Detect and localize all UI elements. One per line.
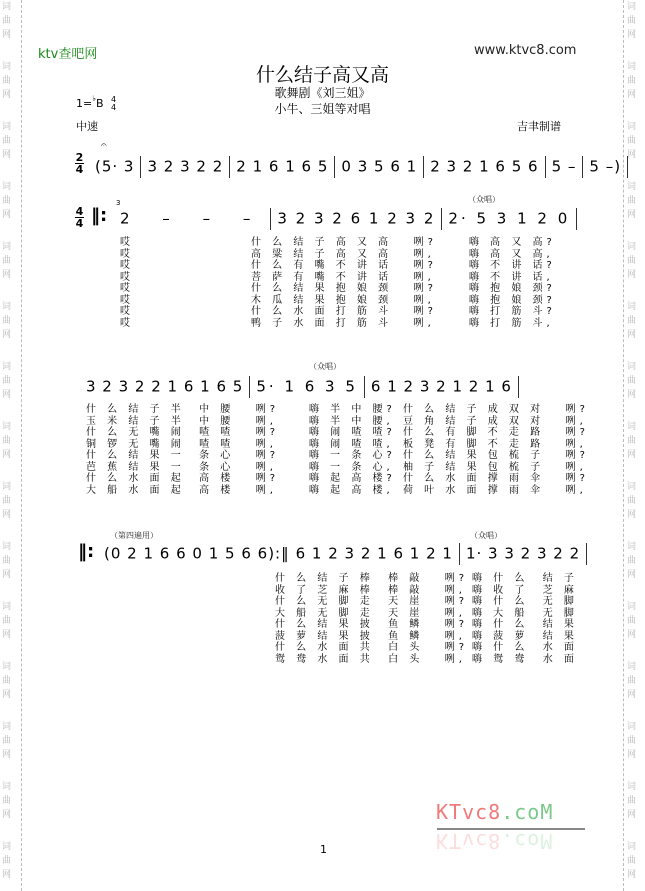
watermark-char: 网 xyxy=(2,30,12,40)
watermark-char: 曲 xyxy=(2,676,12,686)
lyric-line: 嗨 打 筋 斗, xyxy=(469,317,554,329)
left-margin-divider xyxy=(21,0,22,891)
watermark-char: 网 xyxy=(627,810,637,820)
lyric-line: 嗨 大 船 无 脚 xyxy=(472,607,578,619)
lyric-line: 什 么 结 果 包 梳 子 咧? xyxy=(403,450,589,461)
watermark-char: 词 xyxy=(627,422,637,432)
lyrics-block-3-col-2 xyxy=(472,573,578,665)
measure: 5· 1 6 3 5 xyxy=(256,377,358,396)
watermark-char: 网 xyxy=(627,450,637,460)
logo-reflection-green: .co xyxy=(501,829,541,853)
watermark-char: 曲 xyxy=(2,796,12,806)
watermark-char: 曲 xyxy=(627,796,637,806)
watermark-char: 网 xyxy=(2,630,12,640)
lyric-line: 什 么 结 子 高 又 高 咧? xyxy=(251,237,437,248)
watermark-char: 词 xyxy=(2,782,12,792)
watermark-group xyxy=(2,420,20,480)
lyrics-block-2-col-2 xyxy=(309,404,396,496)
measure: 0 3 5 6 1 xyxy=(341,157,418,176)
watermark-char: 网 xyxy=(627,270,637,280)
watermark-char: 词 xyxy=(627,602,637,612)
lyric-line: 嗨 抱 娘 颈? xyxy=(469,283,556,294)
watermark-char: 曲 xyxy=(2,16,12,26)
lyric-line: 哎 xyxy=(120,294,134,306)
score-line-4 xyxy=(104,543,593,565)
lyric-line: 嗨 高 又 高, xyxy=(469,248,554,260)
lyric-line: 嗨 什 么 结 子 xyxy=(472,573,578,584)
watermark-char: 词 xyxy=(2,542,12,552)
watermark-group xyxy=(627,420,645,480)
logo-reflection-green-m: M xyxy=(540,829,554,853)
watermark-char: 曲 xyxy=(627,736,637,746)
barline xyxy=(459,543,460,565)
lyric-line: 收 了 芝 麻 棒 棒 敲 咧, xyxy=(275,584,466,596)
watermark-char: 词 xyxy=(627,122,637,132)
watermark-char: 曲 xyxy=(627,316,637,326)
lyrics-block-3-col-1 xyxy=(275,573,468,665)
watermark-char: 曲 xyxy=(2,556,12,566)
watermark-char: 词 xyxy=(627,542,637,552)
measure: 2 1 6 1 6 5 xyxy=(236,157,329,176)
lyric-line: 什 么 水 面 打 筋 斗 咧? xyxy=(251,306,437,317)
lyric-line: 什 么 有 嘴 不 讲 话 咧? xyxy=(251,260,437,271)
time-bottom: 4 xyxy=(111,103,117,112)
lyric-line: 豆 角 结 子 成 双 对 咧, xyxy=(403,415,587,427)
lyric-line: 嗨 高 又 高? xyxy=(469,237,556,248)
lyric-line: 什 么 结 子 成 双 对 咧? xyxy=(403,404,589,415)
watermark-char: 曲 xyxy=(2,76,12,86)
key-signature xyxy=(76,96,116,112)
watermark-group xyxy=(627,660,645,720)
watermark-char: 词 xyxy=(627,782,637,792)
watermark-group xyxy=(627,240,645,300)
lyric-line: 什 么 结 果 披 鱼 鳞 咧? xyxy=(275,619,469,630)
watermark-group xyxy=(627,780,645,840)
lyric-line: 嗨 什 么 结 果 xyxy=(472,619,578,630)
barline xyxy=(364,376,365,398)
watermark-char: 曲 xyxy=(2,616,12,626)
lyric-line: 什 么 水 面 撑 雨 伞 咧? xyxy=(403,473,589,484)
measure: 5 – xyxy=(551,157,577,176)
watermark-char: 词 xyxy=(627,842,637,852)
lyric-line: 柚 子 结 果 包 梳 子 咧, xyxy=(403,461,587,473)
barline xyxy=(423,156,424,178)
lyric-line: 嗨 半 中 腰, xyxy=(309,415,394,427)
watermark-char: 曲 xyxy=(2,136,12,146)
right-margin-divider xyxy=(623,0,624,891)
lyric-line: 板 凳 有 脚 不 走 路 咧, xyxy=(403,438,587,450)
watermark-char: 曲 xyxy=(627,436,637,446)
lyric-line: 嗨 什 么 水 面 xyxy=(472,642,578,653)
lyric-line: 嗨 抱 娘 颈? xyxy=(469,294,556,306)
barline xyxy=(586,543,587,565)
watermark-char: 网 xyxy=(2,270,12,280)
watermark-char: 词 xyxy=(2,62,12,72)
lyric-line: 嗨 什 么 无 脚 xyxy=(472,596,578,607)
watermark-char: 曲 xyxy=(627,76,637,86)
watermark-char: 网 xyxy=(627,870,637,880)
lyrics-block-2-col-1 xyxy=(86,404,279,496)
watermark-char: 词 xyxy=(627,662,637,672)
key-prefix: 1= xyxy=(76,97,93,110)
watermark-char: 曲 xyxy=(2,496,12,506)
watermark-char: 网 xyxy=(627,150,637,160)
watermark-char: 曲 xyxy=(2,196,12,206)
watermark-group xyxy=(2,600,20,660)
logo-reflection xyxy=(436,829,553,853)
song-subtitle: 歌舞剧《刘三姐》 xyxy=(274,86,371,100)
grace-note: 3 xyxy=(116,199,121,207)
measure: 6 1 2 3 2 1 6 1 2 1 xyxy=(295,544,453,563)
watermark-char: 网 xyxy=(2,390,12,400)
watermark-char: 词 xyxy=(627,482,637,492)
repeat-start-sign: ‖: xyxy=(91,205,108,226)
watermark-char: 曲 xyxy=(627,676,637,686)
barline xyxy=(229,156,230,178)
score-line-3 xyxy=(86,376,525,398)
barline xyxy=(518,376,519,398)
watermark-group xyxy=(627,0,645,60)
tempo-marking: 中速 xyxy=(76,120,98,133)
watermark-char: 词 xyxy=(627,242,637,252)
measure: (5· 3 xyxy=(95,157,135,176)
measure: 2 3 2 1 6 5 6 xyxy=(430,157,539,176)
watermark-char: 词 xyxy=(627,362,637,372)
time-bottom: 4 xyxy=(75,217,84,230)
chorus-label: （众唱） xyxy=(309,362,341,371)
chorus-label: （众唱） xyxy=(468,195,500,204)
watermark-char: 曲 xyxy=(627,16,637,26)
watermark-group xyxy=(627,360,645,420)
watermark-char: 词 xyxy=(2,722,12,732)
watermark-char: 词 xyxy=(2,662,12,672)
watermark-char: 词 xyxy=(2,362,12,372)
lyric-line: 哎 xyxy=(120,317,134,329)
measure: 3 2 3 2 2 xyxy=(147,157,224,176)
watermark-char: 词 xyxy=(2,842,12,852)
watermark-char: 曲 xyxy=(627,496,637,506)
fourth-verse-label: （第四遍用） xyxy=(110,531,158,540)
flat-icon: ♭ xyxy=(92,94,96,103)
watermark-char: 曲 xyxy=(627,256,637,266)
lyric-line: 嗨 收 了 芝 麻 xyxy=(472,584,578,596)
watermark-group xyxy=(2,240,20,300)
fermata-icon: 𝄐 xyxy=(101,140,107,151)
lyric-line: 哎 xyxy=(120,283,134,294)
logo-reflection-red: KTvc8 xyxy=(436,829,502,853)
time-top: 2 xyxy=(75,151,84,164)
barline xyxy=(140,156,141,178)
repeat-start-sign: ‖: xyxy=(78,541,95,562)
watermark-char: 词 xyxy=(2,242,12,252)
lyric-line: 什 么 无 脚 走 天 崖 咧? xyxy=(275,596,469,607)
lyric-line: 哎 xyxy=(120,237,134,248)
measure: 2 – – – xyxy=(120,209,265,228)
watermark-group xyxy=(627,840,645,891)
logo-text-green-m: M xyxy=(540,800,554,824)
measure: (0 2 1 6 6 0 1 5 6 6):‖ xyxy=(104,544,290,563)
time-bottom: 4 xyxy=(75,163,84,176)
site-logo[interactable] xyxy=(436,800,553,824)
lyric-line: 玉 米 结 子 半 中 腰 咧, xyxy=(86,415,277,427)
watermark-char: 网 xyxy=(2,450,12,460)
watermark-char: 曲 xyxy=(627,196,637,206)
watermark-char: 词 xyxy=(2,482,12,492)
right-watermark-column xyxy=(627,0,645,891)
watermark-char: 词 xyxy=(2,122,12,132)
lyric-line: 嗨 打 筋 斗? xyxy=(469,306,556,317)
watermark-char: 词 xyxy=(627,2,637,12)
watermark-char: 网 xyxy=(627,390,637,400)
watermark-group xyxy=(627,720,645,780)
lyric-line: 什 么 结 子 棒 棒 敲 咧? xyxy=(275,573,469,584)
watermark-char: 曲 xyxy=(627,616,637,626)
watermark-char: 词 xyxy=(2,422,12,432)
arranger-credit: 吉聿制谱 xyxy=(517,120,561,133)
lyrics-block-1-col-3 xyxy=(469,237,556,329)
watermark-group xyxy=(2,720,20,780)
lyric-line: 嗨 一 条 心, xyxy=(309,461,394,473)
lyric-line: 嗨 不 讲 话, xyxy=(469,271,554,283)
lyric-line: 高 粱 结 子 高 又 高 咧, xyxy=(251,248,435,260)
watermark-char: 网 xyxy=(627,630,637,640)
logo-text-red: KTvc8 xyxy=(436,800,502,824)
lyric-line: 哎 xyxy=(120,248,134,260)
watermark-group xyxy=(627,600,645,660)
watermark-group xyxy=(627,180,645,240)
watermark-char: 网 xyxy=(627,330,637,340)
watermark-char: 网 xyxy=(2,750,12,760)
key-note: B xyxy=(96,97,104,110)
watermark-char: 网 xyxy=(627,30,637,40)
lyric-line: 鸳 鸯 水 面 共 白 头 咧, xyxy=(275,653,466,665)
watermark-char: 曲 xyxy=(2,316,12,326)
watermark-char: 词 xyxy=(2,302,12,312)
measure: 3 2 3 2 6 1 2 3 2 xyxy=(277,209,436,228)
barline xyxy=(334,156,335,178)
watermark-char: 曲 xyxy=(2,436,12,446)
lyric-line: 大 船 无 脚 走 天 崖 咧, xyxy=(275,607,466,619)
watermark-group xyxy=(627,300,645,360)
singers-credit: 小牛、三姐等对唱 xyxy=(274,102,371,116)
lyric-line: 什 么 结 果 抱 娘 颈 咧? xyxy=(251,283,437,294)
watermark-group xyxy=(2,480,20,540)
watermark-char: 网 xyxy=(2,510,12,520)
lyric-line: 嗨 菠 萝 结 果 xyxy=(472,630,578,642)
lyric-line: 什 么 结 果 一 条 心 咧? xyxy=(86,450,280,461)
barline xyxy=(441,208,442,230)
watermark-char: 网 xyxy=(2,150,12,160)
logo-text-green: .co xyxy=(501,800,541,824)
lyric-line: 铜 锣 无 嘴 闹 喳 喳 咧, xyxy=(86,438,277,450)
lyric-line: 嗨 一 条 心? xyxy=(309,450,396,461)
watermark-char: 网 xyxy=(627,210,637,220)
watermark-char: 曲 xyxy=(2,376,12,386)
watermark-char: 网 xyxy=(627,90,637,100)
lyric-line: 哎 xyxy=(120,306,134,317)
lyric-line: 嗨 半 中 腰? xyxy=(309,404,396,415)
watermark-char: 网 xyxy=(2,690,12,700)
watermark-char: 词 xyxy=(2,602,12,612)
lyric-line: 菩 萨 有 嘴 不 讲 话 咧, xyxy=(251,271,435,283)
watermark-char: 曲 xyxy=(627,376,637,386)
time-top: 4 xyxy=(111,95,117,104)
watermark-group xyxy=(2,660,20,720)
time-signature-4-4 xyxy=(75,206,84,229)
lyric-line: 鸭 子 水 面 打 筋 斗 咧, xyxy=(251,317,435,329)
barline xyxy=(582,156,583,178)
watermark-char: 词 xyxy=(627,182,637,192)
lyric-line: 菠 萝 结 果 披 鱼 鳞 咧, xyxy=(275,630,466,642)
watermark-char: 词 xyxy=(627,722,637,732)
watermark-group xyxy=(2,840,20,891)
watermark-char: 网 xyxy=(2,870,12,880)
watermark-group xyxy=(2,0,20,60)
watermark-group xyxy=(2,180,20,240)
measure: 6 1 2 3 2 1 2 1 6 xyxy=(370,377,512,396)
watermark-char: 曲 xyxy=(2,736,12,746)
watermark-group xyxy=(2,540,20,600)
watermark-char: 曲 xyxy=(2,856,12,866)
watermark-char: 词 xyxy=(627,302,637,312)
measure: 3 2 3 2 2 1 6 1 6 5 xyxy=(86,377,244,396)
watermark-char: 曲 xyxy=(627,556,637,566)
score-line-2 xyxy=(120,208,583,230)
barline xyxy=(270,208,271,230)
barline xyxy=(576,208,577,230)
lyric-line: 嗨 不 讲 话? xyxy=(469,260,556,271)
watermark-char: 词 xyxy=(2,2,12,12)
barline xyxy=(545,156,546,178)
watermark-char: 曲 xyxy=(627,856,637,866)
measure: 1· 3 3 2 3 2 2 xyxy=(465,544,581,563)
lyric-line: 什 么 无 嘴 闹 喳 喳 咧? xyxy=(86,427,280,438)
lyric-line: 木 瓜 结 果 抱 娘 颈 咧, xyxy=(251,294,435,306)
lyric-line: 什 么 结 子 半 中 腰 咧? xyxy=(86,404,280,415)
lyric-line: 嗨 闹 喳 喳? xyxy=(309,427,396,438)
watermark-char: 网 xyxy=(627,750,637,760)
lyric-line: 哎 xyxy=(120,260,134,271)
site-brand-left[interactable]: ktv查吧网 xyxy=(38,47,98,62)
lyric-line: 什 么 有 脚 不 走 路 咧? xyxy=(403,427,589,438)
lyric-line: 哎 xyxy=(120,271,134,283)
lyric-line: 嗨 闹 喳 喳, xyxy=(309,438,394,450)
watermark-group xyxy=(627,480,645,540)
time-signature-2-4 xyxy=(75,152,84,175)
watermark-char: 网 xyxy=(627,690,637,700)
watermark-char: 曲 xyxy=(2,256,12,266)
barline xyxy=(627,156,628,178)
watermark-char: 词 xyxy=(2,182,12,192)
watermark-char: 曲 xyxy=(627,136,637,146)
lyrics-block-1-col-1 xyxy=(120,237,134,329)
time-top: 4 xyxy=(75,205,84,218)
watermark-group xyxy=(627,540,645,600)
lyric-line: 嗨 鸳 鸯 水 面 xyxy=(472,653,578,665)
watermark-char: 网 xyxy=(2,810,12,820)
watermark-group xyxy=(2,120,20,180)
watermark-char: 网 xyxy=(2,210,12,220)
lyric-line: 大 船 水 面 起 高 楼 咧, xyxy=(86,484,277,496)
watermark-char: 网 xyxy=(2,570,12,580)
watermark-group xyxy=(2,360,20,420)
measure: 2· 5 3 1 2 0 xyxy=(448,209,571,228)
watermark-group xyxy=(2,300,20,360)
chorus-label: （众唱） xyxy=(470,531,502,540)
lyrics-block-1-col-2 xyxy=(251,237,437,329)
song-title: 什么结子高又高 xyxy=(255,64,389,86)
watermark-char: 网 xyxy=(627,510,637,520)
watermark-char: 网 xyxy=(2,330,12,340)
lyric-line: 荷 叶 水 面 撑 雨 伞 咧, xyxy=(403,484,587,496)
lyric-line: 什 么 水 面 起 高 楼 咧? xyxy=(86,473,280,484)
measure: 5 –) xyxy=(589,157,622,176)
lyric-line: 芭 蕉 结 果 一 条 心 咧, xyxy=(86,461,277,473)
watermark-char: 网 xyxy=(2,90,12,100)
page-number: 1 xyxy=(320,843,327,856)
left-watermark-column xyxy=(2,0,20,891)
site-url-right[interactable]: www.ktvc8.com xyxy=(474,43,577,58)
score-line-1 xyxy=(95,156,634,178)
key-time-signature xyxy=(111,96,116,112)
lyrics-block-2-col-3 xyxy=(403,404,589,496)
watermark-char: 网 xyxy=(627,570,637,580)
watermark-char: 词 xyxy=(627,62,637,72)
lyric-line: 什 么 水 面 共 白 头 咧? xyxy=(275,642,469,653)
barline xyxy=(249,376,250,398)
lyric-line: 嗨 起 高 楼, xyxy=(309,484,394,496)
lyric-line: 嗨 起 高 楼? xyxy=(309,473,396,484)
watermark-group xyxy=(2,780,20,840)
